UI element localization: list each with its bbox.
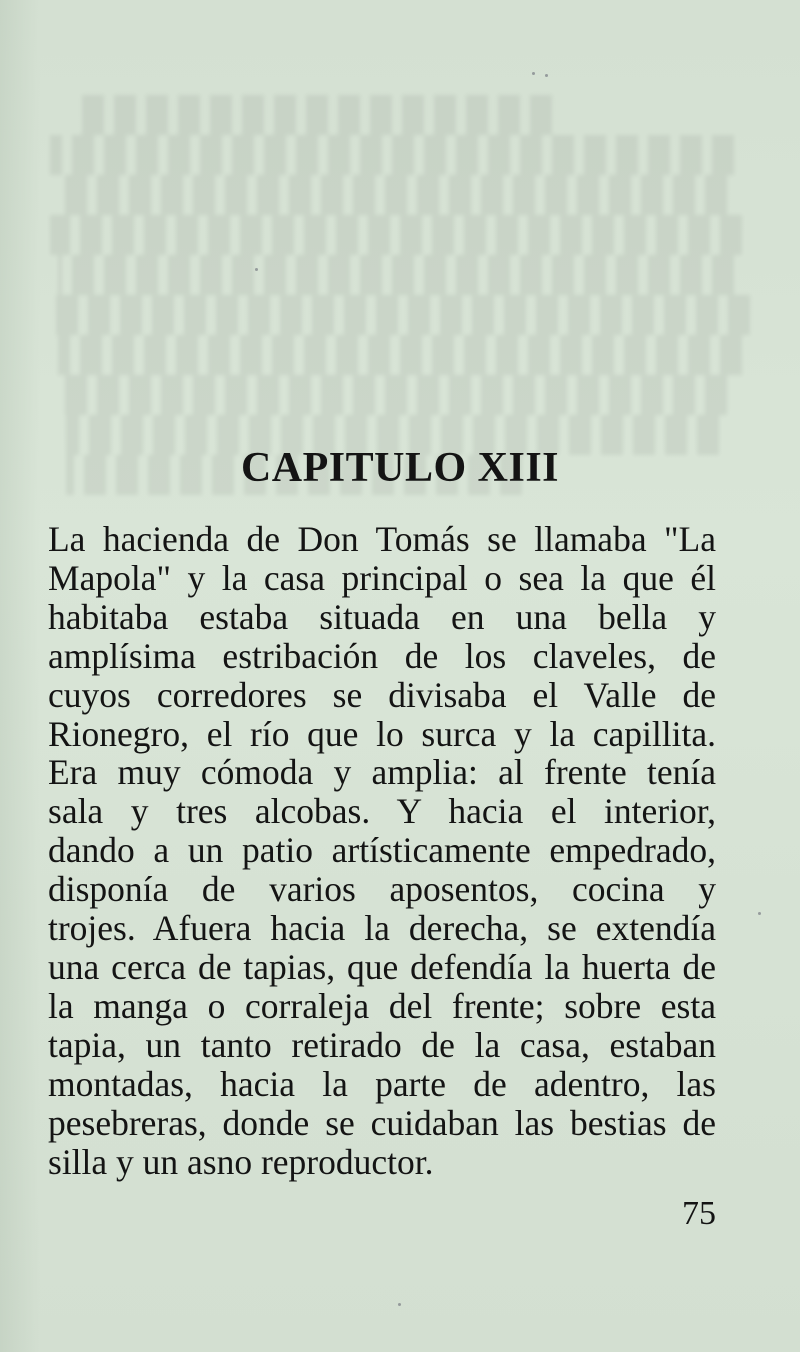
body-line: cuyos corredores se divisaba el Valle de: [48, 674, 716, 715]
chapter-title: CAPITULO XIII: [240, 445, 560, 491]
body-line: una cerca de tapias, que defendía la huerta de: [48, 946, 716, 987]
body-line: habitaba estaba situada en una bella y: [48, 596, 716, 637]
body-line: pesebreras, donde se cuidaban las bestias de: [48, 1102, 716, 1143]
body-line: Rionegro, el río que lo surca y la capillita.: [48, 713, 716, 754]
body-line: tapia, un tanto retirado de la casa, estaban: [48, 1024, 716, 1065]
paper-speck: [532, 72, 535, 75]
body-line: Era muy cómoda y amplia: al frente tenía: [48, 752, 716, 793]
page-number: 75: [682, 1195, 716, 1232]
paper-speck: [758, 912, 761, 915]
body-line: disponía de varios aposentos, cocina y: [48, 869, 716, 910]
body-line-last: silla y un asno reproductor.: [48, 1141, 434, 1182]
paper-speck: [398, 1303, 401, 1306]
paper-speck: [255, 268, 258, 271]
chapter-body: [48, 520, 716, 1181]
body-line: amplísima estribación de los claveles, de: [48, 635, 716, 676]
body-line: La hacienda de Don Tomás se llamaba "La: [48, 519, 716, 559]
body-line: trojes. Afuera hacia la derecha, se extendía: [48, 908, 716, 949]
body-line: la manga o corraleja del frente; sobre esta: [48, 985, 716, 1026]
body-line: sala y tres alcobas. Y hacia el interior,: [48, 791, 716, 832]
body-line: Mapola" y la casa principal o sea la que él: [48, 557, 716, 598]
paper-speck: [545, 74, 548, 77]
body-line: dando a un patio artísticamente empedrado,: [48, 830, 716, 871]
body-line: montadas, hacia la parte de adentro, las: [48, 1063, 716, 1104]
